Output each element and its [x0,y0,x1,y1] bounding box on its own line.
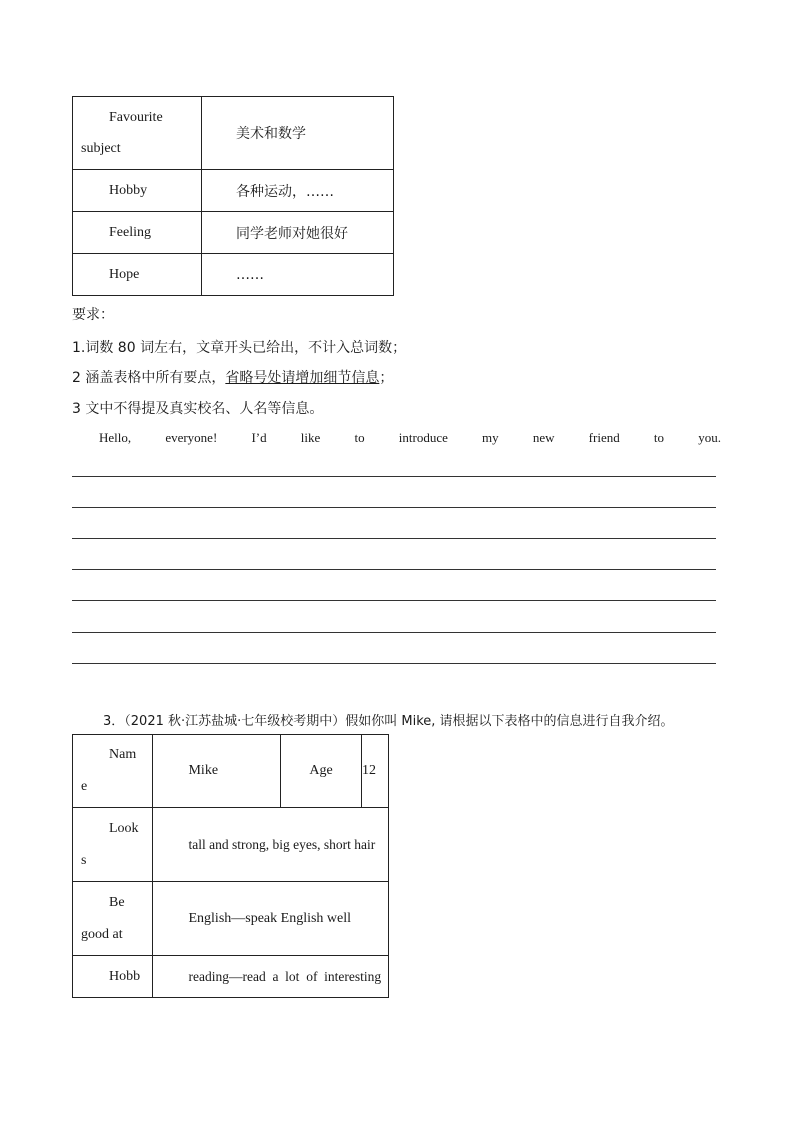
writing-line[interactable] [72,663,716,664]
table-cell-value: …… [202,254,394,296]
requirement-1: 1.词数 80 词左右，文章开头已给出，不计入总词数； [72,340,407,356]
label-text: Hobby [109,182,148,198]
label-line: e [81,779,88,794]
table-cell-value: 美术和数学 [202,97,394,170]
word: everyone! [165,430,218,445]
table-cell-label [73,212,202,254]
word: introduce [398,430,448,445]
table-cell-label [73,170,202,212]
word: my [482,430,499,445]
writing-line[interactable] [72,632,716,633]
writing-line[interactable] [72,600,716,601]
table-cell-label: Age [281,735,362,808]
word: like [300,430,321,445]
label-line: Nam [109,747,137,762]
label-line: Be [109,894,125,910]
word: Hello, [99,430,132,445]
requirement-2-end: ； [379,370,394,386]
word: I’d [251,430,267,445]
table-row [73,735,389,808]
table-cell-value: 同学老师对她很好 [202,212,394,254]
label-text: Feeling [109,224,151,240]
essay-opening [99,430,721,446]
label-line: s [81,852,87,868]
table-row [73,170,394,212]
label-line: Look [109,820,139,836]
requirement-2 [72,367,393,387]
word: friend [588,430,620,445]
requirement-2-underlined: 省略号处请增加细节信息 [225,370,380,386]
table-cell-label [73,956,153,998]
word: to [653,430,665,445]
table-row [73,808,389,882]
table-cell-label [73,735,153,808]
word: you. [698,430,721,445]
requirement-3: 3 文中不得提及真实校名、人名等信息。 [72,401,324,417]
writing-line[interactable] [72,476,716,477]
info-table-2 [72,734,389,998]
question-3: 3．（2021 秋·江苏盐城·七年级校考期中）假如你叫 Mike, 请根据以下表格中的信息进行自我介绍。 [103,714,674,729]
label-text: Hobb [109,968,141,984]
table-row [73,956,389,998]
table-row [73,212,394,254]
requirements-heading: 要求： [72,307,114,323]
table-cell-label [73,882,153,956]
table-cell-value: reading—read a lot of interesting [153,956,389,998]
table-cell-label [73,254,202,296]
table-cell-value: Mike [153,735,281,808]
table-row [73,254,394,296]
table-cell-label [73,808,153,882]
label-line: good at [81,926,123,942]
writing-line[interactable] [72,538,716,539]
requirement-2-text: 2 涵盖表格中所有要点， [72,370,226,386]
label-text: Hope [109,266,140,282]
table-cell-label [73,97,202,170]
writing-line[interactable] [72,507,716,508]
label-line: Favourite [109,110,163,125]
writing-line[interactable] [72,569,716,570]
table-cell-value: tall and strong, big eyes, short hair [153,808,389,882]
table-row [73,97,394,170]
label-line: subject [81,141,121,156]
info-table-1 [72,96,394,296]
table-cell-value: 各种运动，…… [202,170,394,212]
table-row [73,882,389,956]
word: to [354,430,365,445]
table-cell-value: 12 [362,735,389,808]
word: new [532,430,555,445]
table-cell-value: English—speak English well [153,882,389,956]
